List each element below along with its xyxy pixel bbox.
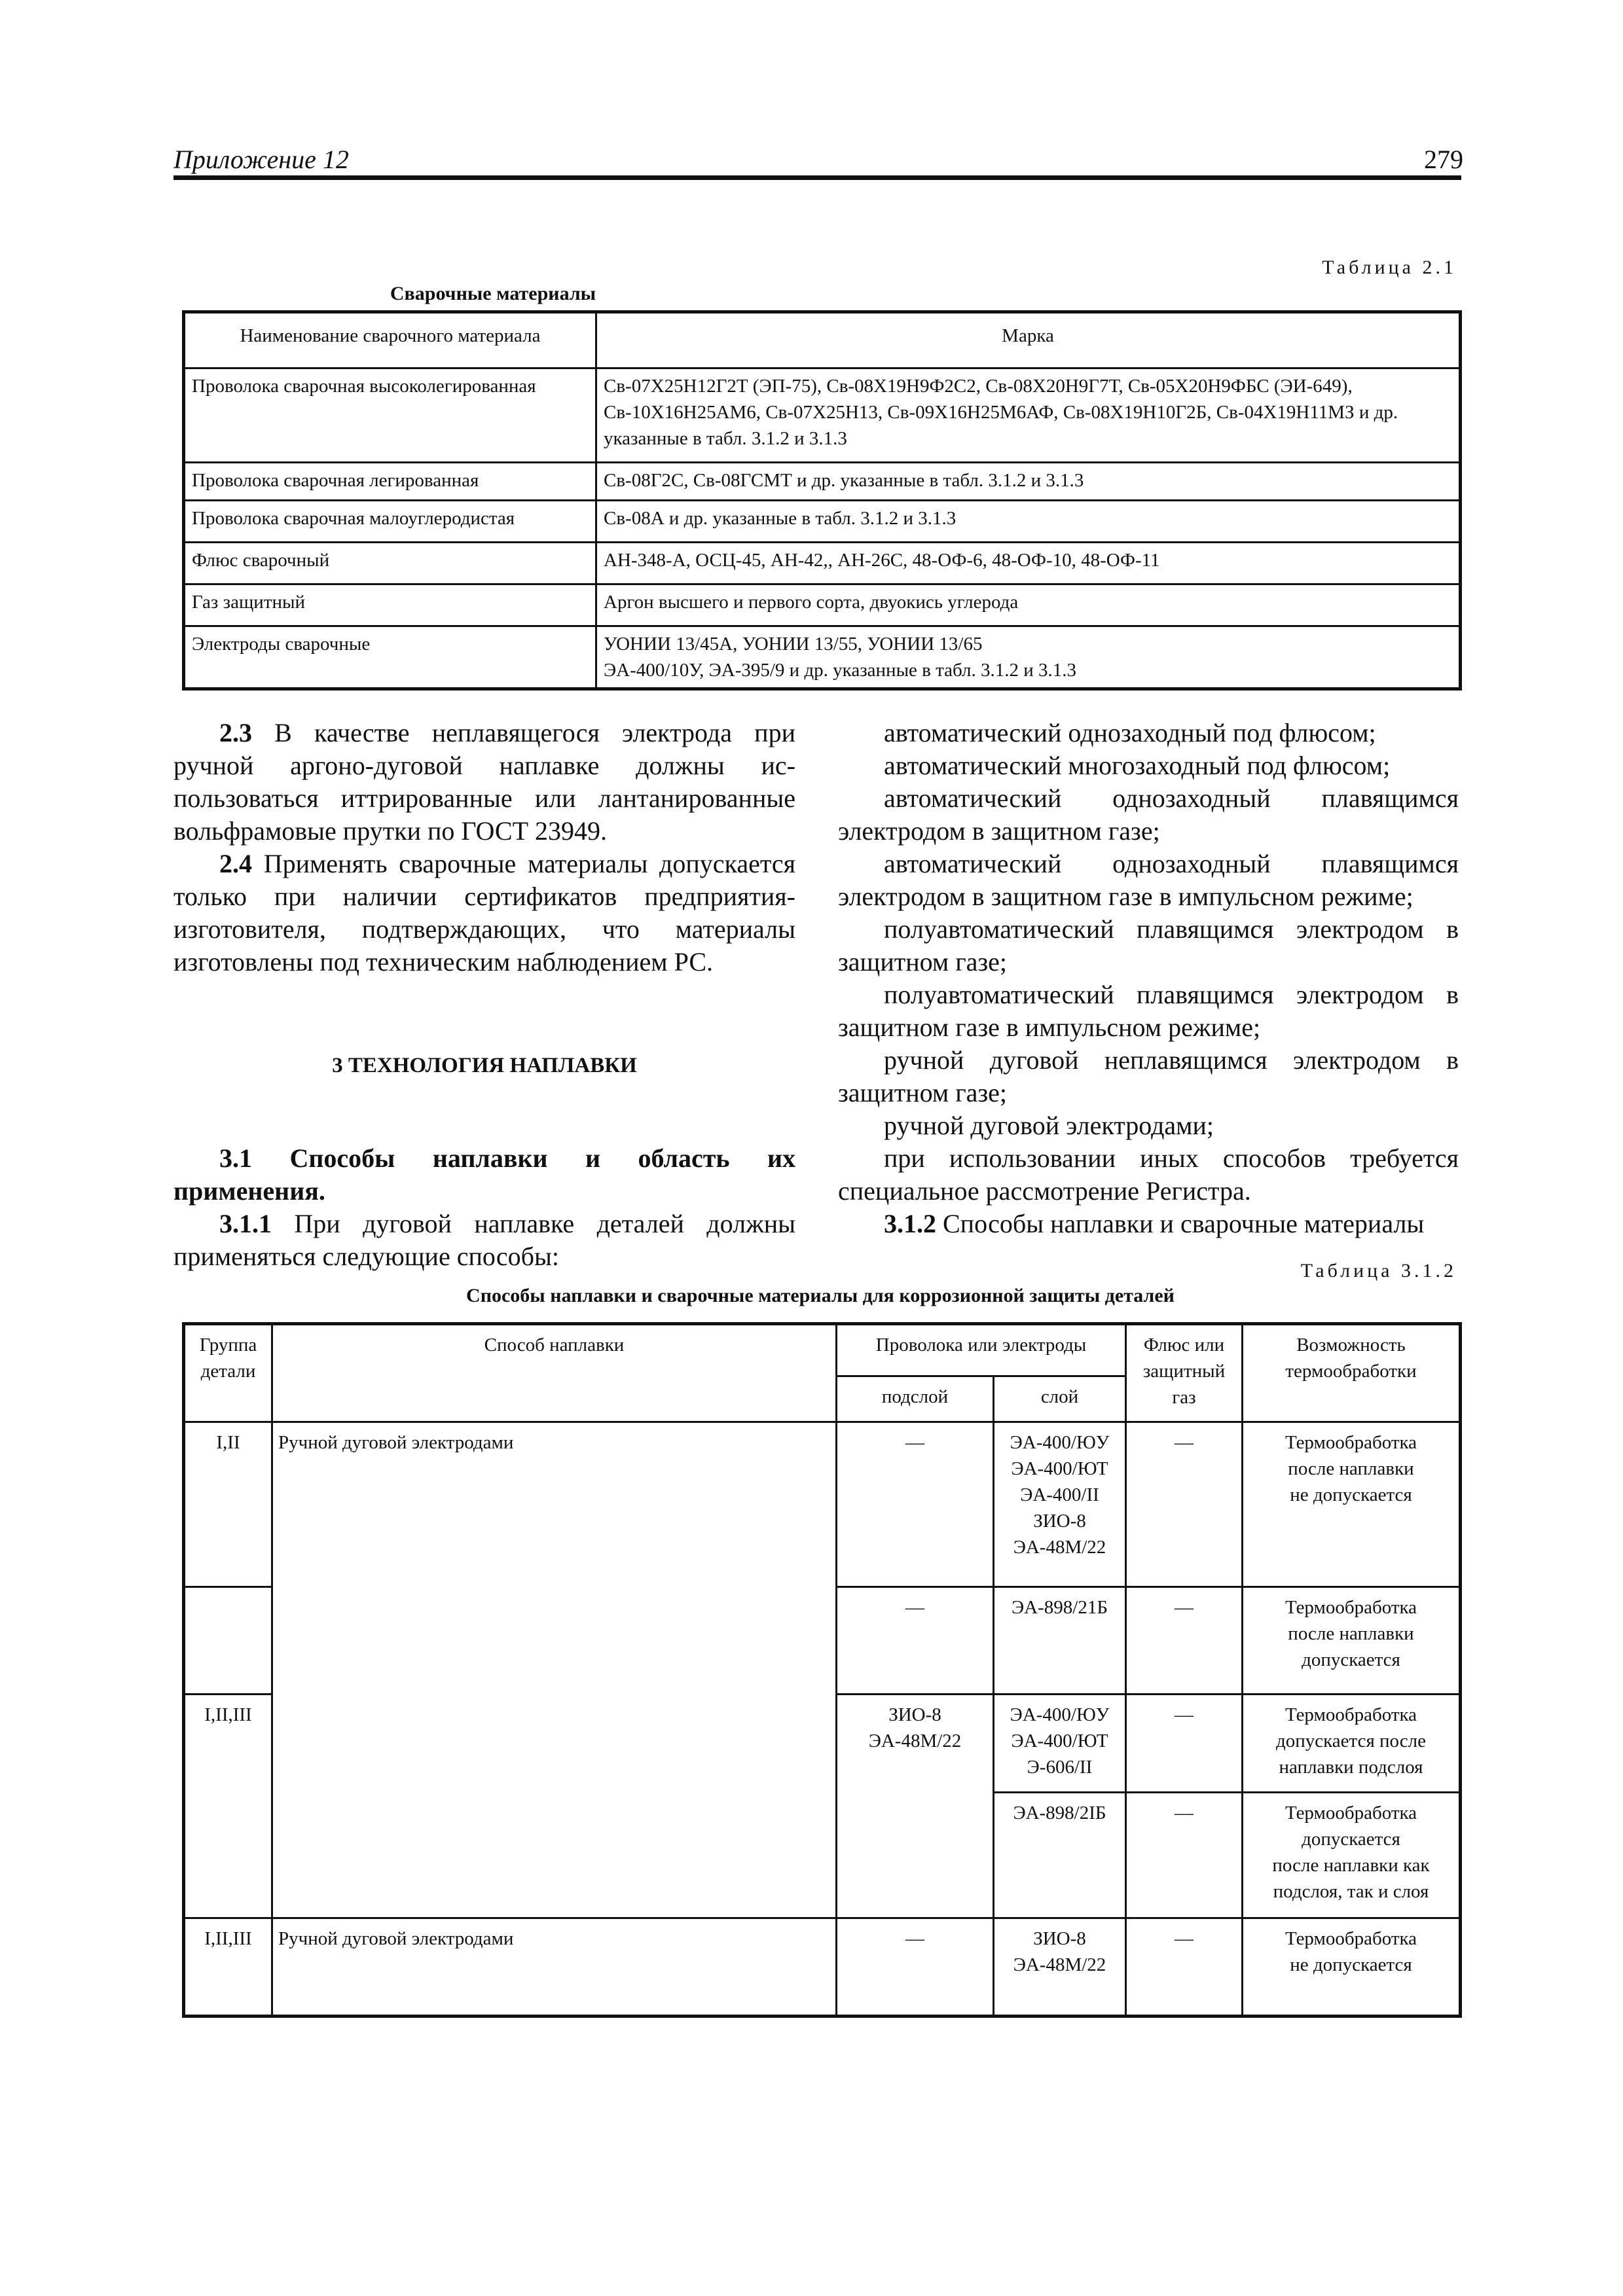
header-rule [173,175,1461,180]
material-mark: УОНИИ 13/45А, УОНИИ 13/55, УОНИИ 13/65 ЭА-400/10У, ЭА-395/9 и др. указанные в табл. 3.1.2 и 3.1.3 [596,626,1461,689]
list-item: полуавтоматический плавящимся электродом в защитном газе в импульсном режиме; [838,980,1459,1042]
method-cell: Ручной дуговой электродами [272,1918,837,2017]
paragraph-text: При дуговой наплавке деталей должны применяться следующие способы: [173,1209,795,1271]
layer-cell: ЭА-898/21Б [994,1587,1126,1695]
column-header-group: Группа детали [184,1324,272,1422]
group-cell: I,II [184,1422,272,1587]
column-header-wire: Проволока или электроды [837,1324,1126,1376]
group-cell: I,II,III [184,1918,272,2017]
left-column-lower [173,1142,795,1273]
heat-cell: Термообработка допускается после наплавки подслоя [1243,1695,1461,1793]
method-cell: Ручной дуговой электродами [272,1422,837,1918]
column-header-method: Способ наплавки [272,1324,837,1422]
underlayer-cell: — [837,1422,994,1587]
table-row [184,368,1461,463]
paragraph-2-3 [173,717,795,848]
material-name: Проволока сварочная малоуглеродистая [184,501,596,543]
underlayer-cell: ЗИО-8 ЭА-48М/22 [837,1695,994,1918]
table-2-1 [182,310,1462,691]
list-item: полуавтоматический плавящимся электродом в защитном газе; [838,914,1459,977]
table-row [184,584,1461,626]
left-column-upper [173,717,795,978]
underlayer-cell: — [837,1587,994,1695]
material-mark: Св-07Х25Н12Г2Т (ЭП-75), Св-08Х19Н9Ф2С2, Св-08Х20Н9Г7Т, Св-05Х20Н9ФБС (ЭИ-649), Св-10Х16Н25АМ6, Св-07Х25Н13, Св-09Х16Н25М6АФ, Св-08Х19Н10Г2Б, Св-04Х19Н11МЗ и др. указанные в табл. 3.1.2 и 3.1.3 [596,368,1461,463]
material-mark: Св-08Г2С, Св-08ГСМТ и др. указанные в табл. 3.1.2 и 3.1.3 [596,463,1461,501]
running-header-title: Приложение 12 [173,145,349,174]
table-header-row [184,312,1461,368]
material-name: Флюс сварочный [184,543,596,584]
layer-cell: ЭА-400/ЮУ ЭА-400/ЮТ ЭА-400/II ЗИО-8 ЭА-48М/22 [994,1422,1126,1587]
page-number: 279 [1424,145,1463,174]
heat-cell: Термообработка после наплавки допускается [1243,1587,1461,1695]
material-name: Проволока сварочная высоколегированная [184,368,596,463]
table-header-row [184,1324,1461,1376]
column-header-flux: Флюс или защитный газ [1126,1324,1243,1422]
column-header-heat: Возможность термообработки [1243,1324,1461,1422]
table-2-1-title: Сварочные материалы [390,283,596,304]
column-header-layer: слой [994,1376,1126,1422]
table-row [184,463,1461,501]
group-cell-empty [184,1587,272,1695]
table-row [184,543,1461,584]
flux-cell: — [1126,1918,1243,2017]
list-item: автоматический однозаходный плавящимся электродом в защитном газе; [838,783,1459,846]
paragraph-text: Способы наплавки и сварочные материалы [936,1209,1425,1238]
clause-number: 2.3 [219,718,252,747]
layer-cell: ЭА-400/ЮУ ЭА-400/ЮТ Э-606/II [994,1695,1126,1793]
table-3-1-2-label: Таблица 3.1.2 [1300,1260,1457,1282]
paragraph-3-1-2 [838,1208,1459,1240]
clause-number: 3.1.1 [219,1209,272,1238]
heat-cell: Термообработка не допускается [1243,1918,1461,2017]
material-name: Электроды сварочные [184,626,596,689]
table-row [184,626,1461,689]
right-column [838,717,1459,1240]
material-mark: АН-348-А, ОСЦ-45, АН-42,, АН-26С, 48-ОФ-6, 48-ОФ-10, 48-ОФ-11 [596,543,1461,584]
list-item: автоматический однозаходный плавящимся электродом в защитном газе в импульсном режиме; [838,849,1459,911]
layer-cell: ЭА-898/2IБ [994,1793,1126,1918]
material-name: Проволока сварочная легированная [184,463,596,501]
underlayer-cell: — [837,1918,994,2017]
list-item: автоматический многозаходный под флюсом; [884,751,1391,780]
group-cell: I,II,III [184,1695,272,1918]
paragraph-text: Применять сварочные материалы допускается только при наличии сертификатов предприятия-изготовителя, подтверждающих, что материалы изготовлены под техническим наблюдением РС. [173,849,795,977]
table-row [184,501,1461,543]
list-item: ручной дуговой электродами; [884,1111,1214,1140]
section-title: 3 ТЕХНОЛОГИЯ НАПЛАВКИ [332,1054,637,1077]
subsection-heading: 3.1 Способы наплавки и область их применения. [173,1143,795,1206]
heat-cell: Термообработка после наплавки не допускается [1243,1422,1461,1587]
flux-cell: — [1126,1422,1243,1587]
flux-cell: — [1126,1587,1243,1695]
column-header-name: Наименование сварочного материала [184,312,596,368]
material-mark: Св-08А и др. указанные в табл. 3.1.2 и 3.1.3 [596,501,1461,543]
list-item: ручной дуговой неплавящимся электродом в защитном газе; [838,1045,1459,1107]
clause-number: 3.1.2 [884,1209,936,1238]
table-3-1-2-title: Способы наплавки и сварочные материалы для коррозионной защиты деталей [466,1285,1175,1306]
list-item: автоматический однозаходный под флюсом; [884,718,1376,747]
paragraph-text: В качестве неплавящегося электрода при ручной аргоно-дуговой наплавке должны ис-пользоваться иттрированные или лантанированные вольфрамовые прутки по ГОСТ 23949. [173,718,795,846]
paragraph-3-1-1 [173,1208,795,1273]
clause-number: 2.4 [219,849,252,878]
flux-cell: — [1126,1793,1243,1918]
paragraph-2-4 [173,848,795,978]
heat-cell: Термообработка допускается после наплавки как подслоя, так и слоя [1243,1793,1461,1918]
list-item: при использовании иных способов требуется специальное рассмотрение Регистра. [838,1143,1459,1206]
material-mark: Аргон высшего и первого сорта, двуокись углерода [596,584,1461,626]
material-name: Газ защитный [184,584,596,626]
table-row [184,1918,1461,2017]
layer-cell: ЗИО-8 ЭА-48М/22 [994,1918,1126,2017]
table-2-1-label: Таблица 2.1 [1322,257,1457,278]
column-header-underlayer: подслой [837,1376,994,1422]
table-3-1-2 [182,1322,1462,2018]
table-row [184,1422,1461,1587]
flux-cell: — [1126,1695,1243,1793]
column-header-mark: Марка [596,312,1461,368]
